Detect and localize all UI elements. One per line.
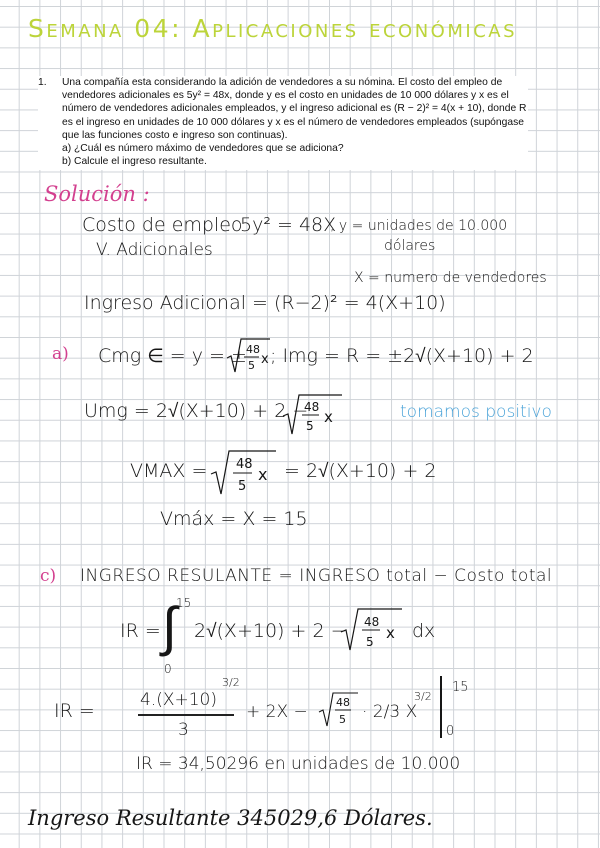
svg-text:5: 5 — [238, 479, 247, 494]
problem-statement — [38, 76, 528, 170]
svg-text:48: 48 — [246, 343, 260, 356]
svg-text:5: 5 — [248, 359, 255, 372]
img-expression: ; Img = R = ±2√(X+10) + 2 — [270, 345, 534, 367]
cost-subtitle: V. Adicionales — [96, 240, 213, 260]
svg-text:5: 5 — [306, 419, 314, 433]
umg-expression: Umg = 2√(X+10) + 2 − — [84, 400, 309, 422]
ir-integral-body: 2√(X+10) + 2 − — [194, 620, 347, 642]
antiderivative-numerator: 4.(X+10) — [140, 690, 218, 710]
final-answer: Ingreso Resultante 345029,6 Dólares. — [28, 806, 433, 830]
ir-definition: INGRESO RESULANTE = INGRESO total − Costo total — [80, 566, 553, 586]
cmg-expression: Cmg ∈ = y = ± — [98, 345, 247, 367]
vmax-result: Vmáx = X = 15 — [160, 508, 308, 530]
sqrt-48-over-5-small — [318, 690, 362, 730]
svg-text:48: 48 — [236, 457, 253, 472]
antiderivative-middle: + 2X − — [246, 702, 308, 722]
problem-number: 1. — [38, 77, 47, 88]
antiderivative-exponent: 3/2 — [222, 676, 240, 689]
solution-label: Solución : — [44, 182, 150, 206]
svg-text:48: 48 — [304, 400, 320, 414]
svg-text:48: 48 — [336, 696, 350, 709]
svg-text:x: x — [258, 465, 268, 484]
question-b: b) Calcule el ingreso resultante. — [62, 156, 207, 168]
integral-upper-limit: 15 — [176, 596, 192, 610]
evaluation-bar — [440, 676, 442, 738]
integral-dx: dx — [412, 620, 436, 642]
vmax-rhs: = 2√(X+10) + 2 — [284, 460, 437, 482]
ir-value: IR = 34,50296 en unidades de 10.000 — [136, 754, 461, 774]
svg-text:5: 5 — [366, 635, 374, 649]
cost-equation: 5y² = 48X — [240, 214, 337, 236]
evaluation-lower: 0 — [446, 724, 455, 739]
vmax-lhs: VMAX = — [130, 460, 208, 482]
part-c-label: c) — [40, 566, 57, 586]
svg-text:5: 5 — [339, 713, 346, 726]
antiderivative-tail: · 2/3 X — [362, 702, 418, 722]
x-note: X = numero de vendedores — [354, 270, 547, 286]
svg-text:48: 48 — [364, 615, 380, 629]
svg-text:x: x — [261, 352, 269, 367]
income-equation: Ingreso Adicional = (R−2)² = 4(X+10) — [84, 292, 446, 314]
ir-integral-lhs: IR = — [120, 620, 161, 642]
svg-text:x: x — [324, 408, 333, 426]
sqrt-48-over-5-x-3 — [210, 448, 278, 498]
fraction-bar — [138, 714, 234, 716]
evaluation-upper: 15 — [452, 680, 469, 695]
sqrt-48-over-5-x-1 — [226, 336, 270, 376]
x-exponent: 3/2 — [414, 690, 432, 703]
integral-sign: ∫ — [162, 595, 177, 658]
antiderivative-denominator: 3 — [178, 720, 189, 740]
y-note-line2: dólares — [384, 238, 436, 254]
part-a-label: a) — [52, 344, 69, 364]
ir-antiderivative-lhs: IR = — [54, 700, 95, 722]
problem-text: Una compañía esta considerando la adición de vendedores a su nómina. El costo del empleo de vendedores adicionales es 5y² = 48x, donde y es el costo en unidades de 10 000 dólares y x es el número de vendedores adicionales empleados, y el ingreso adicional es (R − 2)² = 4(x + 10), donde R es el ingreso en unidades de 10 000 dólares y x es el número de vendedores empleados (supóngase que las funciones costo e ingreso son continuas). — [62, 77, 527, 141]
question-a: a) ¿Cuál es número máximo de vendedores que se adiciona? — [62, 142, 344, 154]
integral-lower-limit: 0 — [164, 662, 172, 676]
note-take-positive: tomamos positivo — [400, 402, 552, 422]
svg-text:x: x — [386, 624, 395, 642]
y-note-line1: , y = unidades de 10.000 — [330, 218, 508, 234]
cost-title: Costo de empleo — [82, 214, 243, 236]
sqrt-48-over-5-x-2 — [282, 392, 344, 438]
sqrt-48-over-5-x-4 — [340, 606, 404, 654]
page-title: Semana 04: Aplicaciones económicas — [28, 14, 517, 43]
